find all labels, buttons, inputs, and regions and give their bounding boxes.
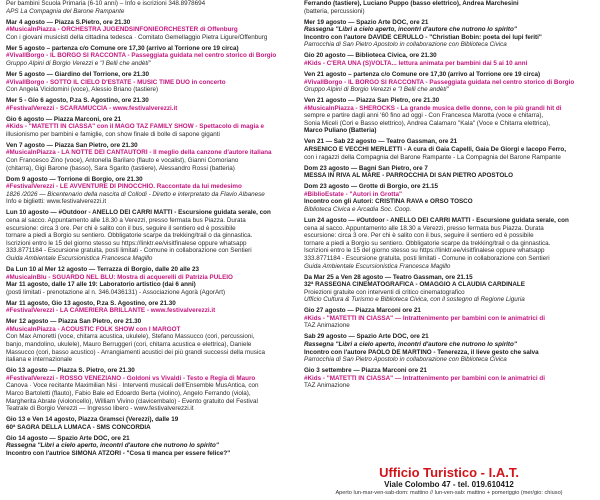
event-line: Parrocchia di San Pietro Apostolo in collaborazione con Biblioteca Civica bbox=[304, 41, 507, 49]
event-entry bbox=[6, 416, 293, 431]
event-line: Biblioteca Civica e Arcadia Soc. Coop. bbox=[304, 205, 412, 213]
event-line: Mar 11 agosto, Gio 13 agosto, P.za S. Agostino, ore 21.30 bbox=[6, 299, 176, 307]
event-entry bbox=[6, 209, 293, 262]
event-line: con i ragazzi della Compagnia del Barone Rampante - La Compagnia del Barone Rampante bbox=[304, 153, 561, 161]
event-line: Ferrando (tastiere), Luciano Puppo (basso elettrico), Andrea Marchesini bbox=[304, 0, 519, 7]
event-line: 333.8771184 - Escursione gratuita, posti limitati - Comune in collaborazione con Sentieri bbox=[6, 247, 252, 255]
event-entry bbox=[6, 318, 293, 364]
event-line: #MusicaInPiazza - SHEROCKS - La grande musica delle donne, con le più grandi hit di bbox=[304, 104, 562, 112]
event-line: Mar 11 agosto, dalle 17 alle 19: Laboratorio artistico (dai 6 anni) bbox=[6, 281, 196, 289]
event-line: 32ª RASSEGNA CINEMATOGRAFICA - OMAGGIO A CLAUDIA CARDINALE bbox=[304, 281, 525, 289]
event-line: cena al sacco. Appuntamento alle 18.30 a Verezzi, presso fermata bus Piazza. Durata bbox=[304, 224, 544, 232]
event-entry bbox=[6, 97, 293, 112]
event-line: Massucco (cori, basso acustico) - Arrangiamenti acustici dei più grandi successi della musica bbox=[6, 348, 265, 356]
event-line: Gio 13 e Ven 14 agosto, Piazza Gramsci (Verezzi), dalle 19 bbox=[6, 416, 179, 424]
event-line: #Kids - C'ERA UNA (S)VOLTA... lettura animata per bambini dai 5 ai 10 anni bbox=[304, 59, 528, 67]
event-line: Teatrale di Borgio Verezzi — Ingresso libero - www.festivalverezzi.it bbox=[6, 405, 194, 413]
event-line: 333.8771184 - Escursione gratuita, posti limitati - Comune in collaborazione con Sentieri bbox=[304, 254, 550, 262]
event-line: 60ª SAGRA DELLA LUMACA - SMS CONCORDIA bbox=[6, 423, 151, 431]
event-line: #FestivalVerezzi - LA CAMERIERA BRILLANTE - www.festivalverezzi.it bbox=[6, 307, 216, 315]
event-line: sempre e partire dagli anni '60 fino ad oggi - Con Francesca Marotta (voce e chitarra), bbox=[304, 112, 544, 120]
event-line: Da Lun 10 al Mer 12 agosto — Terrazza di Borgio, dalle 20 alle 23 bbox=[6, 265, 200, 273]
event-entry bbox=[304, 52, 594, 67]
event-line: Rassegna "Libri a cielo aperto, incontri d'autore che nutrono lo spirito" bbox=[304, 26, 517, 34]
event-line: Guida Ambientale Escursionistica Francesca Magillo bbox=[304, 262, 451, 270]
event-line: escursione: circa 3 ore. Per chi è salito con il bus, seguire il sentiero ed è possibile bbox=[6, 224, 236, 232]
event-entry bbox=[6, 300, 293, 315]
event-entry bbox=[6, 0, 293, 15]
event-line: ARSENICO E VECCHI MERLETTI - A cura di Gaia Capelli, Gaia De Giorgi e Iacopo Ferro, bbox=[304, 146, 566, 154]
event-entry bbox=[304, 333, 594, 363]
event-line: #FestivalVerezzi - LE AVVENTURE DI PINOCCHIO. Raccontate da lui medesimo bbox=[6, 183, 242, 191]
event-line: MESSA IN RIVA AL MARE - PARROCCHIA DI SAN PIETRO APOSTOLO bbox=[304, 172, 513, 180]
event-line: Ven 21 agosto — Piazza San Pietro, ore 21.30 bbox=[304, 97, 440, 105]
event-entry bbox=[6, 116, 293, 139]
event-line: Mar 4 agosto — Piazza S.Pietro, ore 21.30 bbox=[6, 18, 131, 26]
event-entry bbox=[6, 71, 293, 94]
event-line: Dom 23 agosto — Grotte di Borgio, ore 21.15 bbox=[304, 183, 439, 191]
event-line: TAZ Animazione bbox=[304, 382, 350, 390]
event-line: Marco Bartoletti (flauto), Fabio Bale ed Edoardo Berta (violino), Angelo Ferrando (viola), bbox=[6, 390, 251, 397]
event-line: Ufficio Cultura & Turismo e Biblioteca Civica, con il sostegno di Regione Liguria bbox=[304, 296, 525, 304]
event-line: Dom 9 agosto — Torrione di Borgio, ore 21.30 bbox=[6, 175, 143, 183]
event-line: (batteria, percussioni) bbox=[304, 7, 365, 15]
event-line: illusionismo per bambini e famiglie, con show finale di bolle di sapone giganti bbox=[6, 130, 220, 138]
event-line: Gio 27 agosto — Piazza Marconi ore 21 bbox=[304, 307, 421, 315]
event-entry bbox=[6, 176, 293, 206]
event-line: Gruppo Alpini di Borgio Verezzi e "I Belli che andèti" bbox=[6, 59, 151, 67]
event-line: APS La Compagnia del Barone Rampante bbox=[6, 7, 125, 15]
event-line: #VivaIlBorgo - IL BORGO SI RACCONTA - Passeggiata guidata nel centro storico di Borgio bbox=[6, 52, 277, 60]
event-line: Ven 7 agosto — Piazza San Pietro, ore 21.30 bbox=[6, 141, 138, 149]
event-line: Con Francesco Zino (voce), Antonella Barilaro (flauto e vocalist), Gianni Comoriano bbox=[6, 157, 239, 165]
event-line: Mer 5 - Gio 6 agosto, P.za S. Agostino, ore 21.30 bbox=[6, 97, 149, 105]
event-entry bbox=[304, 165, 594, 180]
event-line: 1826 /2026 — Bicentenario della nascita di Collodi - Diretto e interpretato da Flavio Albanese bbox=[6, 190, 265, 198]
event-line: Rassegna "Libri a cielo aperto, incontri d'autore che nutrono lo spirito" bbox=[304, 341, 517, 349]
tourist-office bbox=[304, 466, 594, 497]
event-line: escursione: circa 3 ore. Per chi è salito con il bus, seguire il sentiero ed è possibile bbox=[304, 232, 534, 240]
event-line: Da Mar 25 a Ven 28 agosto — Teatro Gassman, ore 21.15 bbox=[304, 273, 473, 281]
event-line: Gio 20 agosto — Biblioteca Civica, ore 21.30 bbox=[304, 52, 437, 60]
event-line: Mer 5 agosto – partenza c/o Comune ore 17,30 (arrivo al Torrione ore 19 circa) bbox=[6, 44, 239, 52]
event-line: Sab 29 agosto — Spazio Arte DOC, ore 21 bbox=[304, 333, 429, 341]
event-line: #Kids - "MATETTI IN CIASSA" con il MAGO TAZ FAMILY SHOW - Spettacolo di magia e bbox=[6, 123, 264, 131]
event-entry bbox=[6, 45, 293, 68]
event-entry bbox=[6, 266, 293, 296]
tourist-office-hours: Aperto lun-mar-ven-sab-dom: mattino // lun-ven-sab: mattino + pomeriggio (mer/gio: chiuso) bbox=[335, 490, 563, 496]
event-line: Guida Ambientale Escursionistica Francesca Magillo bbox=[6, 254, 153, 262]
event-entry bbox=[304, 183, 594, 213]
event-line: cena al sacco. Appuntamento alle 18.30 a Verezzi, presso fermata bus Piazza. Durata bbox=[6, 216, 246, 224]
event-entry bbox=[6, 435, 293, 458]
event-entry bbox=[304, 0, 594, 15]
event-line: #VivaIlBorgo - IL BORGO SI RACCONTA - Passeggiata guidata nel centro storico di Borgio bbox=[304, 78, 575, 86]
event-line: Con i giovani musicisti della cittadina tedesca · Comitato Gemellaggio Pietra Ligure/Offenburg bbox=[6, 33, 268, 41]
event-line: Info e biglietti: www.festivalverezzi.it bbox=[6, 198, 107, 206]
event-line: #BiblioEstate - "Autori in Grotta" bbox=[304, 190, 402, 198]
event-line: Con Angela Vicidomini (voce), Alessio Briano (tastiere) bbox=[6, 86, 159, 94]
event-line: Mer 5 agosto — Giardino del Torrione, ore 21.30 bbox=[6, 70, 149, 78]
event-entry bbox=[6, 19, 293, 42]
event-line: tornare a piedi a Borgio su sentiero. Obbligatorie scarpe da trekking/trail o da ginnastica. bbox=[304, 239, 551, 247]
event-line: Incontro con l'autrice SIMONA ATZORI - "Cosa ti manca per essere felice?" bbox=[6, 449, 231, 457]
event-line: Mer 12 agosto — Piazza San Pietro, ore 21.30 bbox=[6, 318, 142, 326]
event-entry bbox=[6, 367, 293, 413]
event-line: TAZ Animazione bbox=[304, 322, 350, 330]
event-line: (posti limitati - prenotazione al n. 346.0436131) - Associazione Agorà (AgorArt) bbox=[6, 288, 226, 296]
event-entry bbox=[304, 274, 594, 304]
event-line: Incontro con gli Autori: CRISTINA RAVA e ORSO TOSCO bbox=[304, 198, 473, 206]
event-line: Iscrizioni entro le 15 del giorno stesso su https://linktr.ee/visitfinalese oppure whatsapp bbox=[6, 239, 247, 247]
event-line: #Kids - "MATETTI IN CIASSA" — Intrattenimento per bambini con le animatrici di bbox=[304, 314, 545, 322]
event-line: Incontro con l'autore PAOLO DE MARTINO - Tenerezza, il lieve gesto che salva bbox=[304, 348, 539, 356]
event-entry bbox=[304, 71, 594, 94]
event-line: (chitarra), Gigi Barone (basso), Sara Sgarito (tastiere), Alessandro Rossi (batteria) bbox=[6, 164, 235, 172]
event-line: Gio 13 agosto — Piazza S. Pietro, ore 21.30 bbox=[6, 367, 135, 375]
event-entry bbox=[304, 367, 594, 390]
event-entry bbox=[6, 142, 293, 172]
event-line: italiana e internazionale bbox=[6, 356, 73, 364]
event-entry bbox=[304, 307, 594, 330]
event-line: #MusicaInBlu - SGUARDO NEL BLU: Mostra di acquerelli di Patrizia PULEIO bbox=[6, 273, 233, 281]
event-entry bbox=[304, 19, 594, 49]
event-line: Gio 6 agosto — Piazza Marconi, ore 21 bbox=[6, 115, 122, 123]
event-line: #MusicaInPiazza - LA NOTTE DEI CANTAUTORI - Il meglio della canzone d'autore italiana bbox=[6, 149, 272, 157]
event-line: Rassegna "Libri a cielo aperto, incontri d'autore che nutrono lo spirito" bbox=[6, 442, 219, 450]
event-line: Iscrizioni entro le 15 del giorno stesso su https://linktr.ee/visitfinalese oppure whatsapp bbox=[304, 247, 545, 255]
right-column bbox=[304, 0, 594, 393]
event-line: Parrocchia di San Pietro Apostolo in collaborazione con Biblioteca Civica bbox=[304, 356, 507, 364]
event-line: Con Max Amoretti (voce, chitarra acustica, ukulele), Stefano Massucco (cori, percussioni, bbox=[6, 333, 255, 341]
event-line: banjo, mandolino, ukulele), Mauro Berruggeri (cori, chitarra acustica e elettrica), Daniele bbox=[6, 341, 252, 349]
event-line: Gio 3 settembre — Piazza Marconi ore 21 bbox=[304, 367, 427, 375]
event-line: #FestivalVerezzi - ROSSO VENEZIANO - Goldoni vs Vivaldi - Testo e Regia di Mauro bbox=[6, 374, 256, 382]
event-line: #VivaIlBorgo - SOTTO IL CIELO D'ESTATE - MUSIC TIME DUO in concerto bbox=[6, 78, 226, 86]
event-line: tornare a piedi a Borgio su sentiero. Obbligatorie scarpe da trekking/trail o da ginnastica. bbox=[6, 232, 253, 240]
event-entry bbox=[304, 217, 594, 270]
event-line: #FestivalVerezzi - SCARAMUCCIA - www.festivalverezzi.it bbox=[6, 104, 178, 112]
event-line: Proiezioni gratuite con interventi di critico cinematografico bbox=[304, 288, 465, 296]
event-line: Lun 10 agosto — #Outdoor - ANELLO DEI CARRI MATTI - Escursione guidata serale, con bbox=[6, 209, 271, 217]
event-line: Incontro con l'autore DAVIDE CERULLO - "Christian Bobin: poeta dei lupi feriti" bbox=[304, 33, 542, 41]
event-line: Gio 14 agosto — Spazio Arte DOC, ore 21 bbox=[6, 434, 130, 442]
event-line: Lun 24 agosto — #Outdoor - ANELLO DEI CARRI MATTI - Escursione guidata serale, con bbox=[304, 216, 569, 224]
event-entry bbox=[304, 97, 594, 135]
event-line: #MusicaInPiazza - ORCHESTRA JUGENDSINFONIEORCHESTER di Offenburg bbox=[6, 26, 238, 34]
event-line: Marco Puliano (Batteria) bbox=[304, 127, 377, 135]
event-line: Per bambini Scuola Primaria (6-10 anni) – Info e iscrizioni 348.8978694 bbox=[6, 0, 206, 7]
event-line: Sonia Miceli (Cori e Basso elettrico), Andrea Calamaro "Kala" (Voce e Chitarra elettrica), bbox=[304, 119, 550, 127]
event-line: Mer 19 agosto — Spazio Arte DOC, ore 21 bbox=[304, 18, 429, 26]
event-line: Canova · Voce recitante Maximilian Nisi · Interventi musicali dell'Ensemble MusAntica, con bbox=[6, 382, 259, 390]
event-line: Ven 21 — Sab 22 agosto — Teatro Gassman, ore 21 bbox=[304, 138, 458, 146]
event-entry bbox=[304, 138, 594, 161]
event-line: Ven 21 agosto – partenza c/o Comune ore 17,30 (arrivo al Torrione ore 19 circa) bbox=[304, 70, 541, 78]
event-line: #MusicaInPiazza - ACOUSTIC FOLK SHOW con I MARGOT bbox=[6, 325, 181, 333]
left-column bbox=[6, 0, 293, 461]
event-line: #Kids - "MATETTI IN CIASSA" — Intrattenimento per bambini con le animatrici di bbox=[304, 374, 545, 382]
event-line: Margherita Abrate (violoncello), William Vivino (clavicembalo) - Evento gratuito del Festival bbox=[6, 397, 258, 405]
tourist-office-address: Viale Colombo 47 - tel. 019.610412 bbox=[384, 480, 514, 489]
event-line: Gruppo Alpini di Borgio Verezzi e "I Belli che andèti" bbox=[304, 86, 449, 94]
event-line: Dom 23 agosto — Bagni San Pietro, ore 7 bbox=[304, 164, 428, 172]
tourist-office-title: Ufficio Turistico - I.A.T. bbox=[379, 465, 519, 480]
